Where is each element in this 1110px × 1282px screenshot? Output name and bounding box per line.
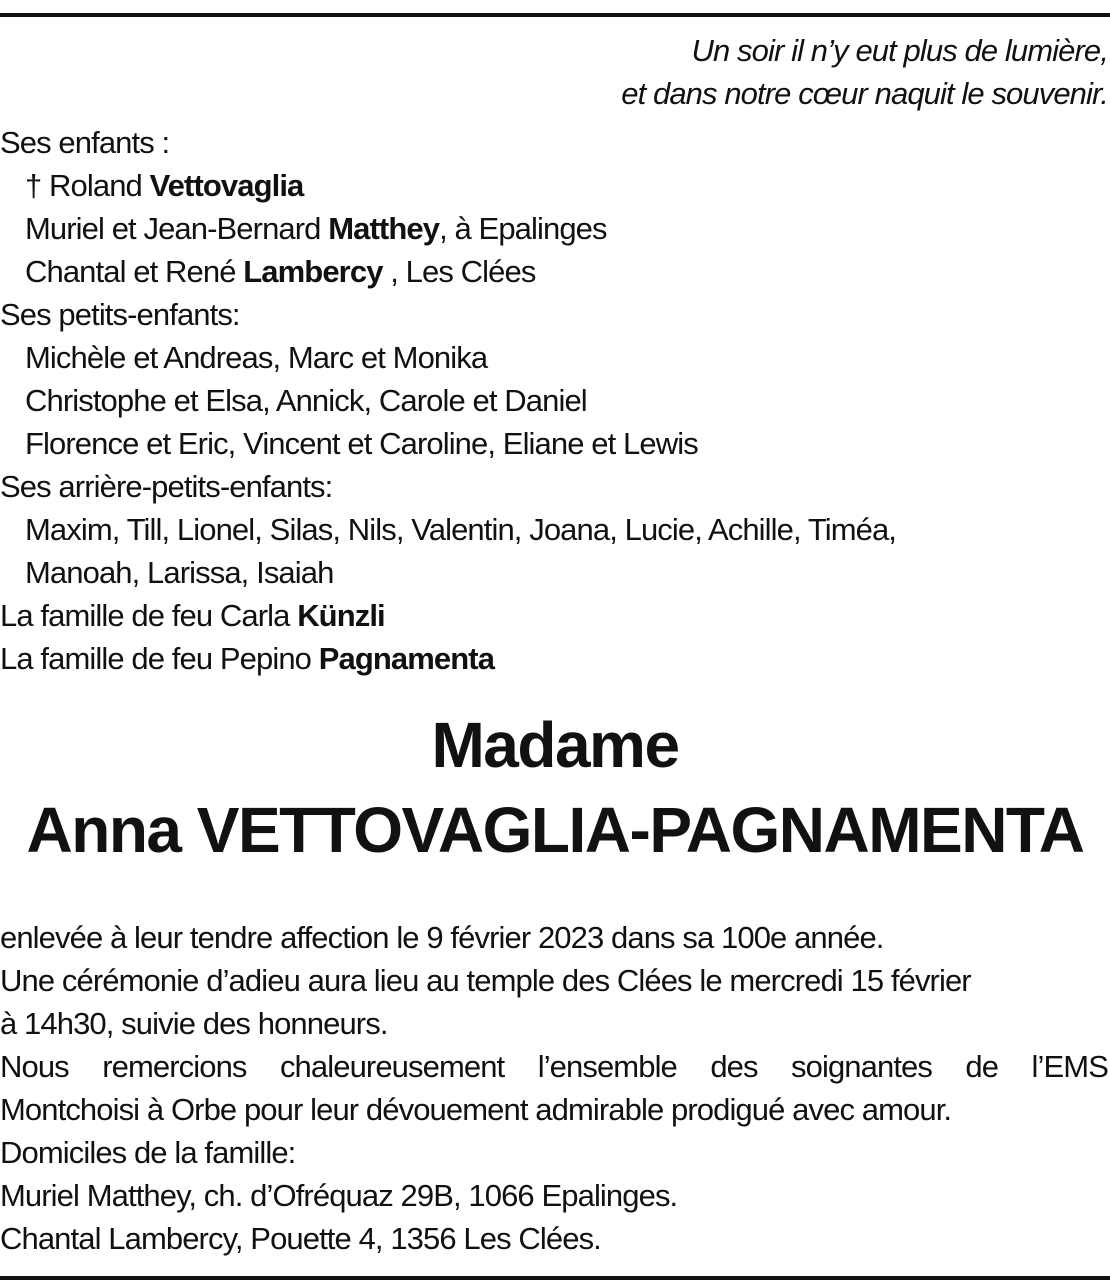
grandchildren-label: Ses petits-enfants: bbox=[0, 297, 240, 332]
other-family-line bbox=[0, 637, 1108, 680]
body-line: enlevée à leur tendre affection le 9 février 2023 dans sa 100e année. bbox=[0, 920, 884, 955]
child-surname: Vettovaglia bbox=[149, 168, 304, 203]
great-grandchildren-line: Maxim, Till, Lionel, Silas, Nils, Valentin, Joana, Lucie, Achille, Timéa, bbox=[25, 512, 897, 547]
other-family-surname: Künzli bbox=[297, 598, 385, 633]
child-place: , à Epalinges bbox=[439, 211, 607, 246]
family-list bbox=[0, 121, 1108, 680]
child-surname: Matthey bbox=[328, 211, 440, 246]
other-family-text: La famille de feu Carla bbox=[0, 598, 298, 633]
bottom-rule bbox=[0, 1276, 1110, 1280]
epigraph bbox=[0, 29, 1108, 115]
child-first: † Roland bbox=[25, 168, 150, 203]
body-line: Montchoisi à Orbe pour leur dévouement admirable prodigué avec amour. bbox=[0, 1092, 952, 1127]
grandchildren-line: Michèle et Andreas, Marc et Monika bbox=[25, 340, 488, 375]
body-line: Chantal Lambercy, Pouette 4, 1356 Les Clées. bbox=[0, 1221, 601, 1256]
children-label: Ses enfants : bbox=[0, 125, 170, 160]
top-rule bbox=[0, 13, 1110, 17]
child-line bbox=[0, 250, 1108, 293]
deceased-name: Anna VETTOVAGLIA-PAGNAMENTA bbox=[26, 794, 1084, 866]
body-line: Domiciles de la famille: bbox=[0, 1135, 296, 1170]
body-line: Muriel Matthey, ch. d’Ofréquaz 29B, 1066 Epalinges. bbox=[0, 1178, 678, 1213]
child-first: Muriel et Jean-Bernard bbox=[25, 211, 329, 246]
epigraph-line: Un soir il n’y eut plus de lumière, bbox=[691, 33, 1108, 68]
grandchildren-line: Florence et Eric, Vincent et Caroline, Eliane et Lewis bbox=[25, 426, 698, 461]
grandchildren-line: Christophe et Elsa, Annick, Carole et Daniel bbox=[25, 383, 587, 418]
body-line: Nous remercions chaleureusement l’ensemble des soignantes de l’EMS bbox=[0, 1049, 1108, 1084]
body-line: Une cérémonie d’adieu aura lieu au temple des Clées le mercredi 15 février bbox=[0, 963, 971, 998]
child-surname: Lambercy bbox=[243, 254, 383, 289]
child-first: Chantal et René bbox=[25, 254, 244, 289]
child-line bbox=[0, 207, 1108, 250]
announcement-body bbox=[0, 916, 1108, 1260]
great-grandchildren-label: Ses arrière-petits-enfants: bbox=[0, 469, 333, 504]
other-family-surname: Pagnamenta bbox=[318, 641, 495, 676]
child-line bbox=[0, 164, 1108, 207]
body-line: à 14h30, suivie des honneurs. bbox=[0, 1006, 388, 1041]
other-family-line bbox=[0, 594, 1108, 637]
other-family-text: La famille de feu Pepino bbox=[0, 641, 319, 676]
great-grandchildren-line: Manoah, Larissa, Isaiah bbox=[25, 555, 334, 590]
deceased-title: Madame bbox=[431, 709, 679, 781]
epigraph-line: et dans notre cœur naquit le souvenir. bbox=[621, 76, 1108, 111]
child-place: , Les Clées bbox=[382, 254, 536, 289]
